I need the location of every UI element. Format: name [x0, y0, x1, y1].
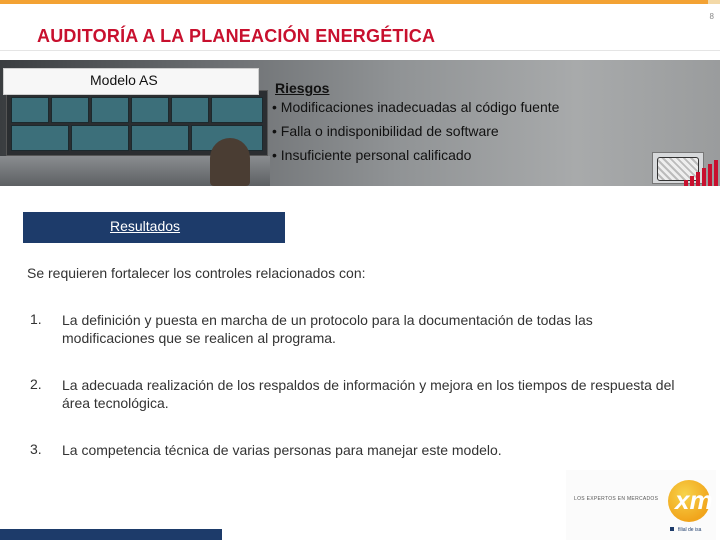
- risk-item: • Insuficiente personal calificado: [272, 147, 472, 163]
- logo-footer: filial de isa: [678, 527, 702, 533]
- list-item-text: La adecuada realización de los respaldos de información y mejora en los tiempos de respuesta del área tecnológica.: [62, 377, 675, 411]
- signal-bars-icon: [684, 160, 720, 186]
- model-label: Modelo AS: [90, 72, 158, 88]
- logo-brand: xm: [675, 485, 713, 515]
- results-intro: Se requieren fortalecer los controles relacionados con:: [27, 265, 366, 281]
- list-item-number: 1.: [30, 311, 42, 327]
- operator-silhouette: [210, 138, 250, 186]
- risk-item: • Falla o indisponibilidad de software: [272, 123, 499, 139]
- top-accent-bar-end: [708, 0, 720, 4]
- risks-heading: Riesgos: [275, 80, 330, 96]
- list-item-text: La definición y puesta en marcha de un protocolo para la documentación de todas las modificaciones que se realicen al programa.: [62, 312, 593, 346]
- top-accent-bar: [0, 0, 708, 4]
- logo-tagline: LOS EXPERTOS EN MERCADOS: [574, 496, 659, 502]
- risk-item: • Modificaciones inadecuadas al código fuente: [272, 99, 560, 115]
- results-label: Resultados: [110, 218, 181, 234]
- footer-bar: [0, 529, 222, 540]
- list-item-number: 2.: [30, 376, 42, 392]
- control-room-banner: [0, 60, 720, 186]
- page-number: 8: [709, 12, 714, 21]
- list-item-number: 3.: [30, 441, 42, 457]
- xm-logo: [566, 470, 716, 540]
- logo-footer-icon: [670, 527, 674, 531]
- list-item-text: La competencia técnica de varias personas para manejar este modelo.: [62, 442, 502, 458]
- title-divider: [0, 50, 720, 51]
- slide-title: AUDITORÍA A LA PLANEACIÓN ENERGÉTICA: [37, 26, 436, 46]
